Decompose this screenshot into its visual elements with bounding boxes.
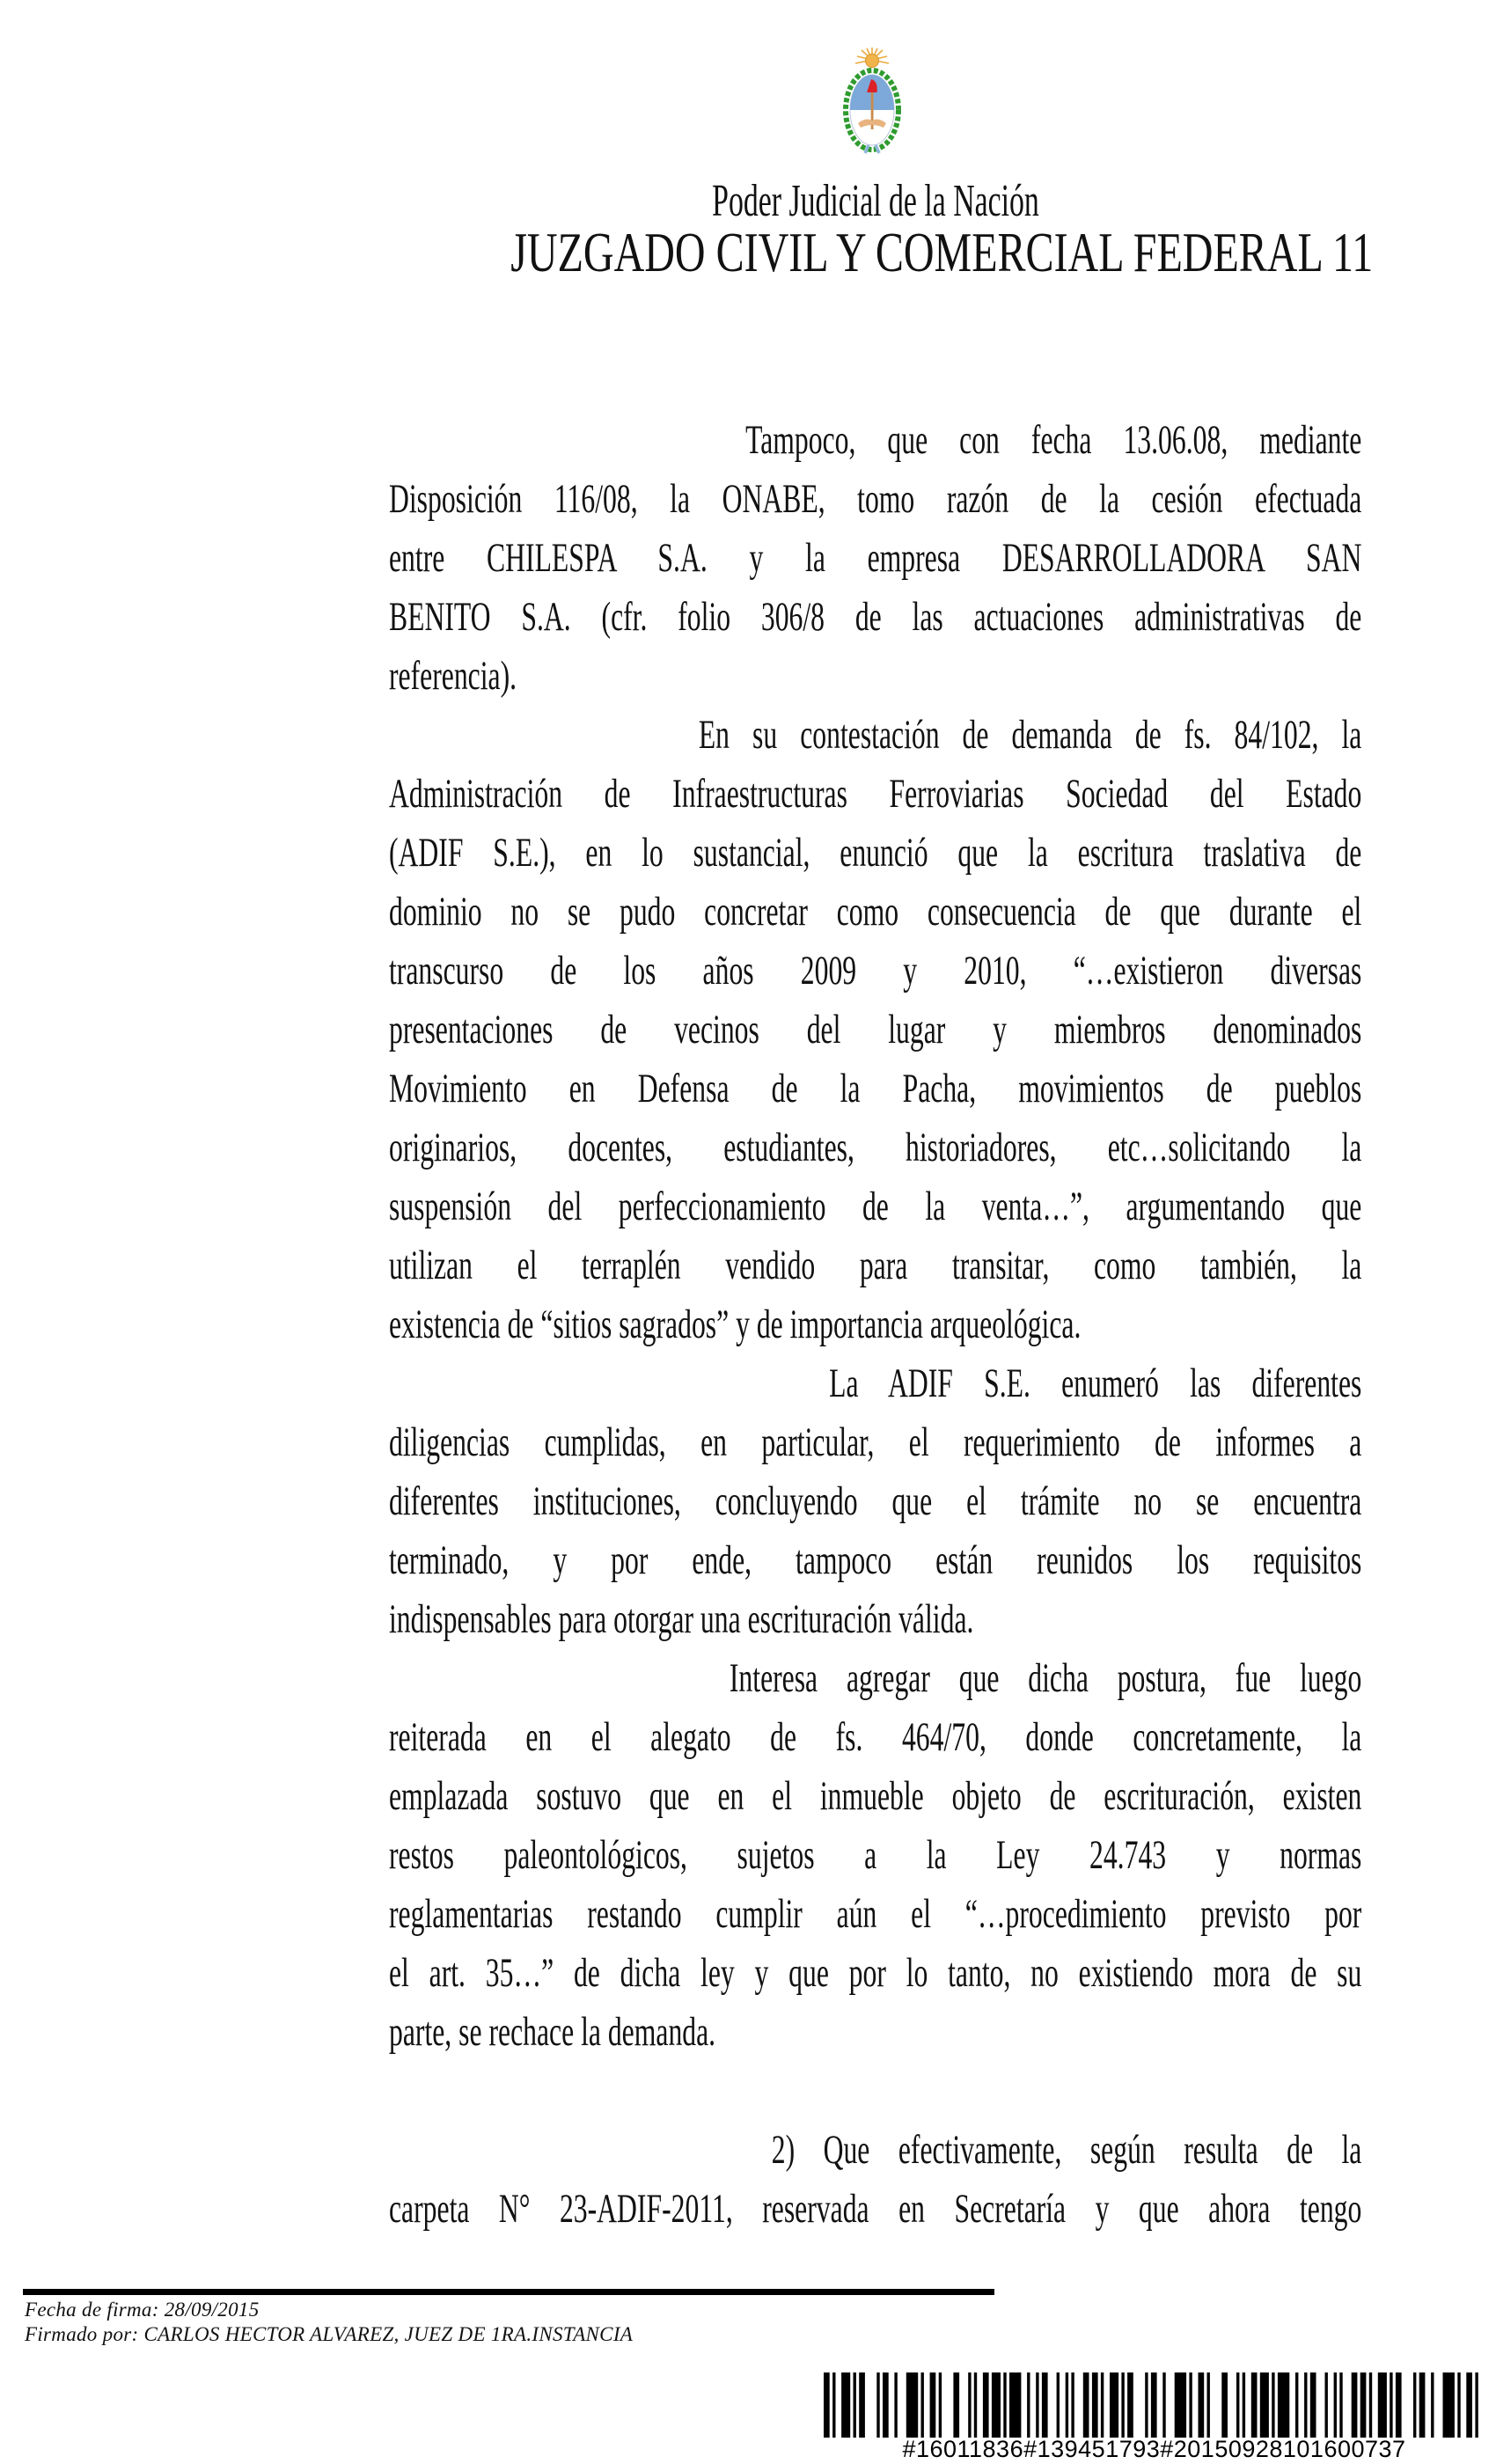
text-line: Disposición 116/08, la ONABE, tomo razón de la cesión efectuada [389, 476, 1362, 522]
text-line: dominio no se pudo concretar como consecuencia de que durante el [389, 889, 1362, 935]
text-line: BENITO S.A. (cfr. folio 306/8 de las actuaciones administrativas de [389, 594, 1362, 640]
text-line: suspensión del perfeccionamiento de la venta…”, argumentando que [389, 1184, 1362, 1229]
text-line: existencia de “sitios sagrados” y de importancia arqueológica. [389, 1302, 1082, 1347]
text-line: Tampoco, que con fecha 13.06.08, mediante [745, 417, 1362, 463]
signed-by: Firmado por: CARLOS HECTOR ALVAREZ, JUEZ DE 1RA.INSTANCIA [25, 2323, 634, 2345]
text-line: indispensables para otorgar una escrituración válida. [389, 1596, 974, 1642]
text-line: 2) Que efectivamente, según resulta de la [771, 2127, 1362, 2173]
text-line: transcurso de los años 2009 y 2010, “…existieron diversas [389, 948, 1362, 994]
text-line: diligencias cumplidas, en particular, el requerimiento de informes a [389, 1419, 1362, 1465]
text-line: parte, se rechace la demanda. [389, 2009, 716, 2055]
barcode-caption: #16011836#139451793#20150928101600737 [902, 2436, 1406, 2462]
signature-date: Fecha de firma: 28/09/2015 [25, 2299, 260, 2321]
paragraph [389, 1354, 1362, 1649]
text-line: La ADIF S.E. enumeró las diferentes [829, 1360, 1362, 1406]
text-line: En su contestación de demanda de fs. 84/102, la [698, 712, 1362, 758]
text-line: emplazada sostuvo que en el inmueble objeto de escrituración, existen [389, 1773, 1362, 1819]
paragraph [389, 411, 1362, 706]
paragraph [389, 706, 1362, 1354]
text-line: referencia). [389, 653, 517, 699]
text-line: reiterada en el alegato de fs. 464/70, donde concretamente, la [389, 1714, 1362, 1760]
paragraph [389, 1649, 1362, 2062]
argentina-coat-of-arms-icon [837, 46, 907, 157]
document-body [389, 411, 1362, 2239]
text-line: restos paleontológicos, sujetos a la Ley 24.743 y normas [389, 1832, 1362, 1878]
text-line: Administración de Infraestructuras Ferroviarias Sociedad del Estado [389, 771, 1362, 817]
court-title: JUZGADO CIVIL Y COMERCIAL FEDERAL 11 [510, 221, 1374, 283]
footer-divider [23, 2289, 994, 2295]
text-line: carpeta N° 23-ADIF-2011, reservada en Secretaría y que ahora tengo [389, 2186, 1362, 2232]
text-line: terminado, y por ende, tampoco están reunidos los requisitos [389, 1537, 1362, 1583]
text-line: Movimiento en Defensa de la Pacha, movimientos de pueblos [389, 1066, 1362, 1111]
barcode [824, 2372, 1485, 2438]
text-line: (ADIF S.E.), en lo sustancial, enunció que la escritura traslativa de [389, 830, 1362, 876]
text-line: reglamentarias restando cumplir aún el “…procedimiento previsto por [389, 1891, 1362, 1937]
text-line: el art. 35…” de dicha ley y que por lo tanto, no existiendo mora de su [389, 1950, 1362, 1996]
text-line: entre CHILESPA S.A. y la empresa DESARROLLADORA SAN [389, 535, 1362, 581]
text-line: Interesa agregar que dicha postura, fue luego [729, 1655, 1362, 1701]
text-line: originarios, docentes, estudiantes, historiadores, etc…solicitando la [389, 1125, 1362, 1170]
text-line: presentaciones de vecinos del lugar y miembros denominados [389, 1007, 1362, 1052]
institution-title: Poder Judicial de la Nación [712, 176, 1039, 226]
paragraph [389, 2121, 1362, 2239]
text-line: diferentes instituciones, concluyendo que el trámite no se encuentra [389, 1478, 1362, 1524]
text-line: utilizan el terraplén vendido para transitar, como también, la [389, 1243, 1362, 1288]
